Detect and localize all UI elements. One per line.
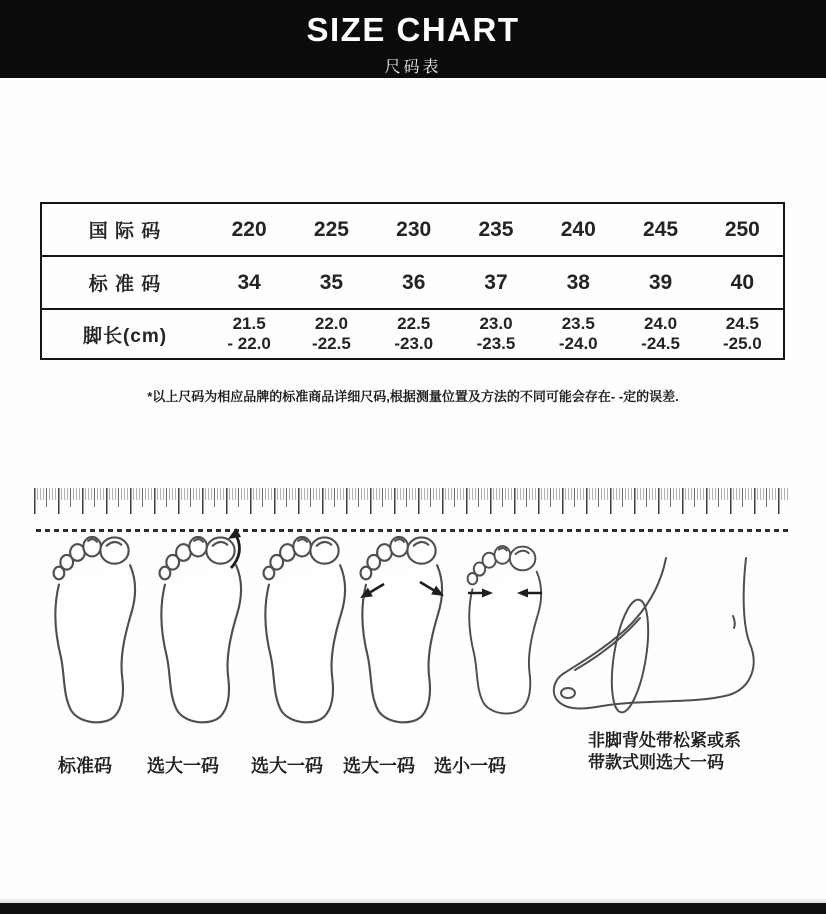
size-cell: 39 xyxy=(648,270,673,294)
size-chart-table xyxy=(40,202,785,360)
foot-label-size-down: 选小一码 xyxy=(434,756,506,776)
size-cell: 235 xyxy=(478,217,514,241)
foot-label-size-up: 选大一码 xyxy=(251,756,323,776)
size-cell xyxy=(373,309,455,359)
foot-length-min: 24.0 xyxy=(644,313,678,333)
arrows-outward-icon xyxy=(350,578,454,608)
side-foot-note-line2: 带款式则选大一码 xyxy=(588,753,724,772)
size-cell xyxy=(619,309,701,359)
foot-label-standard: 标准码 xyxy=(58,756,112,776)
foot-illustration-standard xyxy=(45,534,145,729)
foot-illustration-square-toe xyxy=(255,534,355,729)
row-label-international: 国 际 码 xyxy=(88,221,162,242)
foot-length-max: -23.0 xyxy=(394,334,434,353)
size-cell: 36 xyxy=(402,270,426,294)
size-cell: 240 xyxy=(560,217,596,241)
size-cell: 220 xyxy=(231,217,267,241)
disclaimer-note: *以上尺码为相应品牌的标准商品详细尺码,根据测量位置及方法的不同可能会存在- -定的误差. xyxy=(147,389,679,404)
size-cell: 40 xyxy=(730,270,755,294)
foot-length-min: 23.5 xyxy=(561,313,595,333)
page-title: SIZE CHART xyxy=(306,11,520,48)
size-cell xyxy=(208,309,290,359)
table-row-standard xyxy=(41,256,784,309)
ruler-graphic xyxy=(34,488,790,514)
foot-length-max: -24.5 xyxy=(641,334,680,353)
foot-length-min: 22.0 xyxy=(314,313,348,333)
size-cell: 250 xyxy=(724,217,760,241)
footer-bar xyxy=(0,903,826,914)
foot-label-size-up: 选大一码 xyxy=(343,756,415,776)
size-cell: 35 xyxy=(319,270,344,294)
foot-length-min: 23.0 xyxy=(479,313,513,333)
table-row-footlength xyxy=(41,309,784,359)
instep-girth-ellipse xyxy=(605,597,654,715)
row-label-footlength: 脚长(cm) xyxy=(82,325,168,347)
dashed-baseline xyxy=(36,529,788,532)
size-cell xyxy=(290,309,372,359)
header-banner xyxy=(0,0,826,78)
side-foot-note-line1: 非脚背处带松紧或系 xyxy=(588,731,741,750)
foot-length-min: 21.5 xyxy=(232,313,266,333)
size-cell: 34 xyxy=(237,270,261,294)
foot-length-max: -22.5 xyxy=(312,334,351,353)
foot-length-min: 22.5 xyxy=(397,313,431,333)
size-cell: 230 xyxy=(396,217,432,241)
arrow-up-icon xyxy=(220,528,250,570)
size-cell: 225 xyxy=(313,217,349,241)
foot-length-max: -25.0 xyxy=(722,334,762,353)
foot-length-max: - 22.0 xyxy=(227,334,271,353)
side-foot-note xyxy=(588,730,741,774)
foot-illustration-wide xyxy=(352,534,452,729)
foot-length-max: -23.5 xyxy=(476,334,516,353)
size-cell xyxy=(702,309,784,359)
size-cell xyxy=(455,309,537,359)
foot-illustration-narrow xyxy=(461,534,549,729)
foot-length-min: 24.5 xyxy=(725,313,759,333)
foot-label-size-up: 选大一码 xyxy=(147,756,219,776)
page-subtitle: 尺码表 xyxy=(384,59,442,76)
size-cell: 37 xyxy=(484,270,508,294)
table-row-international xyxy=(41,203,784,256)
size-cell: 245 xyxy=(643,217,679,241)
arrows-inward-icon xyxy=(466,584,544,602)
side-foot-illustration xyxy=(548,556,783,728)
row-label-standard: 标 准 码 xyxy=(88,274,162,295)
size-cell xyxy=(537,309,619,359)
foot-length-max: -24.0 xyxy=(558,334,598,353)
size-cell: 38 xyxy=(566,270,590,294)
